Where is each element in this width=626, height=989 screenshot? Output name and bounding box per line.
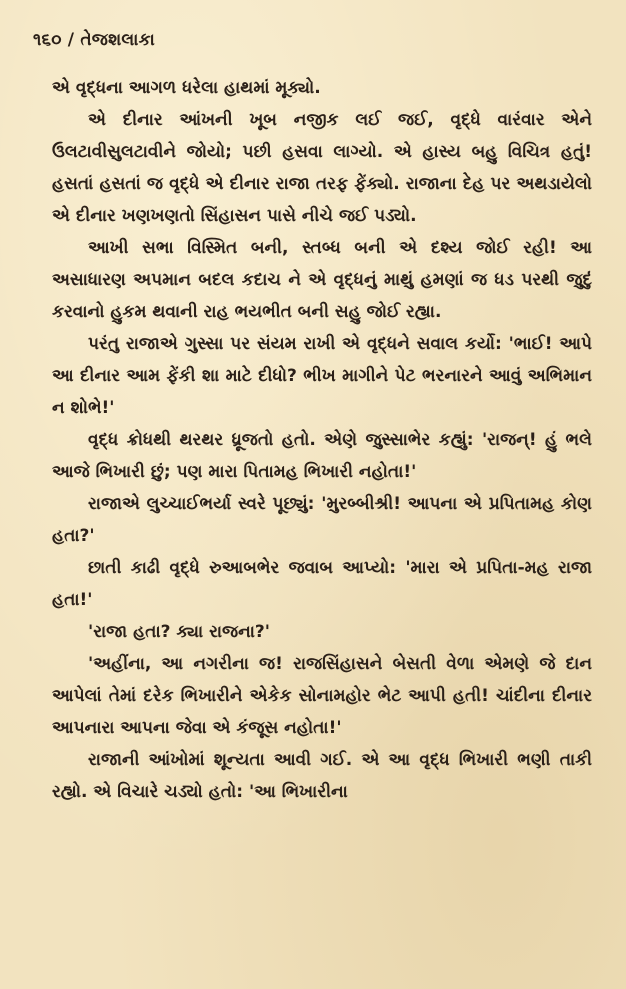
paragraph-7: છાતી કાઢી વૃદ્ધે રુઆબભેર જવાબ આપ્યો: 'મારા એ પ્રપિતા-મહ રાજા હતા!': [52, 558, 592, 610]
paragraph-2: એ દીનાર આંખની ખૂબ નજીક લઈ જઈ, વૃદ્ધે વારંવાર એને ઉલટાવીસુલટાવીને જોયો; પછી હસવા લાગ્યો. એ હાસ્ય બહુ વિચિત્ર હતું! હસતાં હસતાં જ વૃદ્ધે એ દીનાર રાજા તરફ ફેંક્યો. રાજાના દેહ પર અથડાયેલો એ દીનાર ખણખણતો સિંહાસન પાસે નીચે જઈ પડ્યો.: [52, 110, 592, 226]
paragraph-5: વૃદ્ધ ક્રોધથી થરથર ધ્રૂજતો હતો. એણે જુસ્સાભેર કહ્યું: 'રાજન્! હું ભલે આજે ભિખારી છું; પણ મારા પિતામહ ભિખારી નહોતા!': [52, 430, 592, 482]
paragraph-1: એ વૃદ્ધના આગળ ધરેલા હાથમાં મૂક્યો.: [52, 78, 321, 98]
paragraph-6: રાજાએ લુચ્ચાઈભર્યા સ્વરે પૂછ્યું: 'મુરબ્બીશ્રી! આપના એ પ્રપિતામહ કોણ હતા?': [52, 494, 592, 546]
running-head: ૧૬૦ / તેજશલાકા: [33, 30, 155, 50]
paragraph-9: 'અહીંના, આ નગરીના જ! રાજસિંહાસને બેસતી વેળા એમણે જે દાન આપેલાં તેમાં દરેક ભિખારીને એકેક સોનામહોર ભેટ આપી હતી! ચાંદીના દીનાર આપનારા આપના જેવા એ કંજૂસ નહોતા!': [52, 654, 592, 738]
paragraph-8: 'રાજા હતા? ક્યા રાજના?': [88, 622, 270, 642]
paragraph-10: રાજાની આંખોમાં શૂન્યતા આવી ગઈ. એ આ વૃદ્ધ ભિખારી ભણી તાકી રહ્યો. એ વિચારે ચડ્યો હતો: 'આ ભિખારીના: [52, 750, 592, 802]
paragraph-3: આખી સભા વિસ્મિત બની, સ્તબ્ધ બની એ દશ્ય જોઈ રહી! આ અસાધારણ અપમાન બદલ કદાચ ને એ વૃદ્ધનું માથું હમણાં જ ધડ પરથી જુદું કરવાનો હુકમ થવાની રાહ ભયભીત બની સહુ જોઈ રહ્યા.: [52, 238, 592, 322]
page-body-text: [52, 72, 592, 808]
paragraph-4: પરંતુ રાજાએ ગુસ્સા પર સંયમ રાખી એ વૃદ્ધને સવાલ કર્યો: 'ભાઈ! આપે આ દીનાર આમ ફેંકી શા માટે દીધો? ભીખ માગીને પેટ ભરનારને આવું અભિમાન ન શોભે!': [52, 334, 592, 418]
